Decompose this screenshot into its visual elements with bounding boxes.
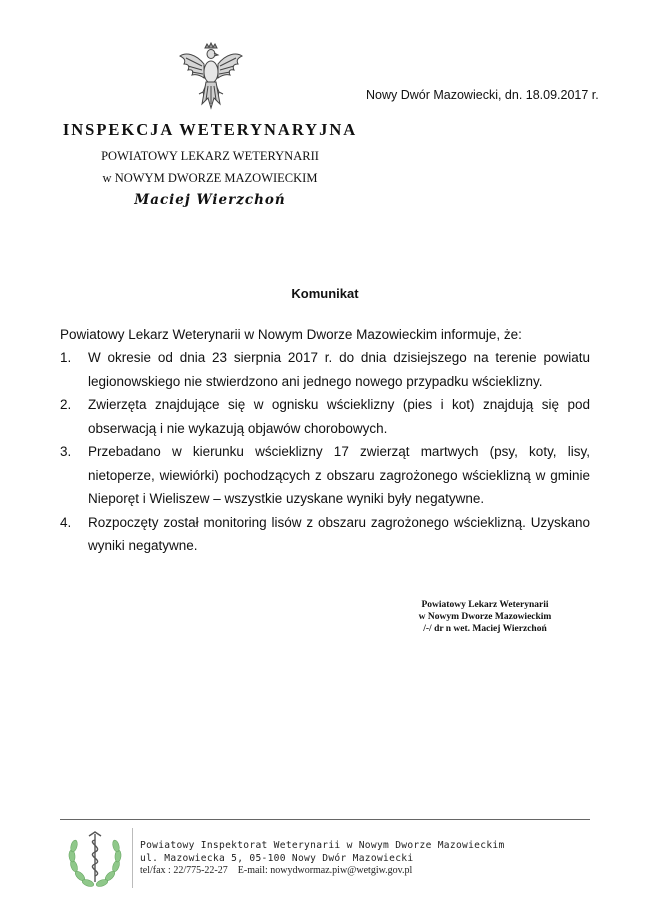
institution-name: INSPEKCJA WETERYNARYJNA: [62, 120, 358, 139]
list-item-line: obserwacją i nie wykazują objawów chorobowych.: [88, 420, 388, 436]
list-item-line: wyniki negatywne.: [88, 538, 198, 553]
list-item: [60, 440, 590, 511]
list-item-line: Rozpoczęty został monitoring lisów z obszaru zagrożonego wścieklizną. Uzyskano: [88, 514, 590, 530]
list-item-line: Przebadano w kierunku wścieklizny 17 zwierząt martwych (psy, koty, lisy,: [88, 444, 590, 459]
veterinary-caduceus-laurel-icon: [62, 826, 128, 892]
list-item-number: 3.: [60, 444, 72, 459]
list-item: [60, 511, 590, 558]
footer-organization: Powiatowy Inspektorat Weterynarii w Nowym Dworze Mazowieckim: [140, 840, 505, 851]
office-location: w NOWYM DWORZE MAZOWIECKIM: [102, 171, 318, 185]
list-item-line: W okresie od dnia 23 sierpnia 2017 r. do dnia dzisiejszego na terenie powiatu: [88, 350, 590, 365]
footer-divider: [60, 819, 590, 820]
list-item: [60, 393, 590, 440]
footer-phone: tel/fax : 22/775-22-27: [140, 865, 228, 876]
polish-eagle-emblem-icon: [178, 42, 244, 112]
signature-location: w Nowym Dworze Mazowieckim: [418, 612, 552, 622]
intro-paragraph: Powiatowy Lekarz Weterynarii w Nowym Dworze Mazowieckim informuje, że:: [60, 327, 522, 342]
list-item-number: 1.: [60, 350, 72, 365]
document-title: Komunikat: [291, 286, 359, 301]
signature-title: Powiatowy Lekarz Weterynarii: [421, 600, 549, 610]
list-item-number: 4.: [60, 514, 72, 530]
official-name: Maciej Wierzchoń: [134, 192, 286, 208]
signature-name: /-/ dr n wet. Maciej Wierzchoń: [423, 624, 547, 634]
announcement-list: [60, 346, 590, 558]
footer-address: ul. Mazowiecka 5, 05-100 Nowy Dwór Mazowiecki: [140, 853, 414, 864]
list-item: [60, 346, 590, 393]
list-item-number: 2.: [60, 397, 72, 412]
footer-contact: [140, 865, 412, 876]
list-item-line: Zwierzęta znajdujące się w ognisku wścieklizny (pies i kot) znajdują się pod: [88, 397, 590, 412]
list-item-line: nietoperze, wiewiórki) pochodzących z obszaru zagrożonego wścieklizną w gminie: [88, 467, 590, 483]
footer-email: E-mail: nowydwormaz.piw@wetgiw.gov.pl: [237, 865, 413, 876]
list-item-line: legionowskiego nie stwierdzono ani jednego nowego przypadku wścieklizny.: [88, 373, 543, 389]
list-item-line: Nieporęt i Wieliszew – wszystkie uzyskane wyniki były negatywne.: [88, 491, 485, 506]
footer-separator: [132, 828, 133, 888]
office-title: POWIATOWY LEKARZ WETERYNARII: [101, 149, 319, 163]
document-date: Nowy Dwór Mazowiecki, dn. 18.09.2017 r.: [366, 88, 599, 102]
